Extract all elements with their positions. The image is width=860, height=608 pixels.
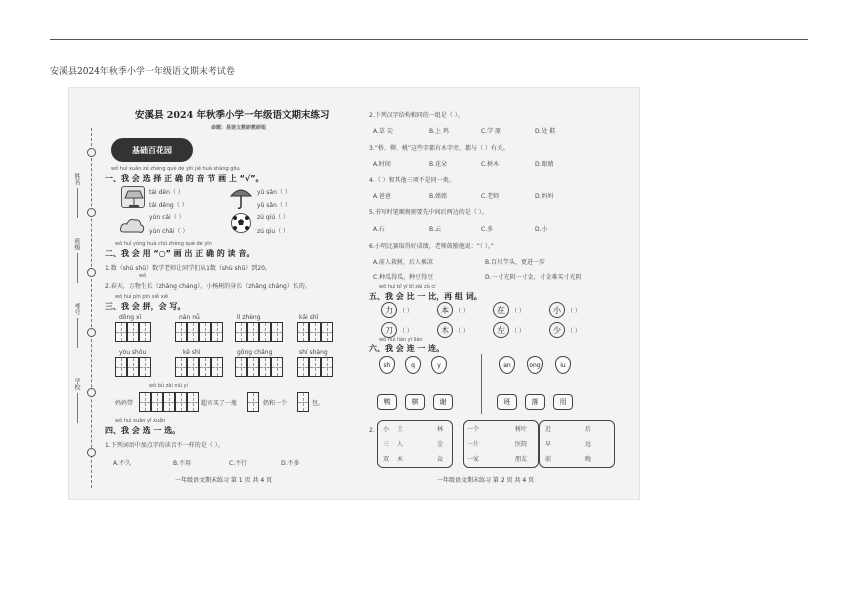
s1-option: tái dēng（ ） xyxy=(149,202,188,209)
s3-pinyin: dōng xī xyxy=(119,314,142,321)
match-word: 近 xyxy=(545,426,552,433)
s3-pinyin: nán nǚ xyxy=(179,314,200,321)
s5-blank: （ ） xyxy=(399,308,413,315)
match-word: 远 xyxy=(585,441,592,448)
s2-q2-pinyin: wǒ xyxy=(139,273,147,279)
s5-blank: （ ） xyxy=(567,308,581,315)
s3-row3-text: 超市买了一瓶 xyxy=(201,400,238,407)
football-icon xyxy=(231,213,251,233)
s4-option: B.不用 xyxy=(173,460,192,467)
radish-card: ong xyxy=(527,356,543,374)
s5-blank: （ ） xyxy=(399,328,413,335)
s3-row3-pinyin: wǒ bù zài niú yí xyxy=(149,383,189,389)
writing-grid xyxy=(115,357,151,377)
binding-label-school: 学校 xyxy=(73,378,80,390)
s5-blank: （ ） xyxy=(511,328,525,335)
match-word: 双 xyxy=(383,456,390,463)
binding-label-name: 姓名 xyxy=(73,173,80,185)
binding-hole xyxy=(87,208,96,217)
section3-title: 三、我 会 拼，会 写。 xyxy=(105,302,186,311)
section6-title: 六、我 会 连 一 连。 xyxy=(369,344,445,353)
q6-option: C.种瓜得瓜，种豆得豆 xyxy=(373,274,434,281)
q6-option: B.百尺竿头，更进一步 xyxy=(485,259,546,266)
s3-pinyin: yòu shǒu xyxy=(119,349,147,356)
s1-option: zú qiú（ ） xyxy=(257,214,290,221)
section3-pinyin: wǒ huì pīn pīn xiě xiě xyxy=(115,294,169,300)
s3-pinyin: kāi shǐ xyxy=(299,314,319,321)
binding-hole xyxy=(87,388,96,397)
s5-char: 刀 xyxy=(381,322,397,338)
section-badge: 基础百花园 xyxy=(111,138,193,162)
writing-grid xyxy=(175,357,223,377)
radish-card: sh xyxy=(379,356,395,374)
section6-pinyin: wǒ huì lián yī lián xyxy=(379,337,423,343)
writing-grid xyxy=(235,357,283,377)
section4-title: 四、我 会 选 一 选。 xyxy=(105,426,181,435)
rabbit-card: 落 xyxy=(525,394,545,410)
s6-q2-number: 2. xyxy=(369,427,375,434)
writing-grid xyxy=(247,392,259,412)
match-word: 后 xyxy=(585,426,592,433)
writing-grid xyxy=(297,392,309,412)
binding-label-exam-no: 考号 xyxy=(73,303,80,315)
s3-pinyin: gōng chǎng xyxy=(237,349,273,356)
q4-text: 4.（ ）和其他三项不是同一类。 xyxy=(369,177,455,184)
s4-option: A.不久 xyxy=(113,460,131,467)
s1-option: yū sǎn（ ） xyxy=(257,189,291,196)
document-caption: 安溪县2024年秋季小学一年级语文期末考试卷 xyxy=(50,67,235,77)
q3-text: 3.“桥、柳、桃”这些字都有木字旁，都与（ ）有关。 xyxy=(369,145,509,152)
s5-char: 少 xyxy=(549,322,565,338)
match-word: 晚 xyxy=(585,456,592,463)
rabbit-card: 谢 xyxy=(433,394,453,410)
binding-line xyxy=(91,128,92,488)
q4-option: C.老师 xyxy=(481,193,500,200)
q5-option: D.小 xyxy=(535,226,548,233)
s2-question-1: 1.数（shù shǔ）数学老师让同学们从1数（shù shǔ）到20。 xyxy=(105,265,271,272)
s5-blank: （ ） xyxy=(455,308,469,315)
s4-question-1: 1.下列词语中加点字的读音不一样的是（ ）。 xyxy=(105,442,224,449)
rabbit-card: 班 xyxy=(497,394,517,410)
radish-card: y xyxy=(431,356,447,374)
page-footer-left: 一年级语文期末练习 第 1 页 共 4 页 xyxy=(175,477,273,484)
match-word: 医院 xyxy=(515,441,528,448)
q2-text: 2.下列汉字结构相同的一组是（ ）。 xyxy=(369,112,464,119)
s1-option: zú qiu（ ） xyxy=(257,228,290,235)
match-word: 朋友 xyxy=(515,456,528,463)
q5-option: B.云 xyxy=(429,226,442,233)
binding-hole xyxy=(87,148,96,157)
q3-option: C.树木 xyxy=(481,161,500,168)
section2-title: 二、我 会 用 “○” 画 出 正 确 的 读 音。 xyxy=(105,249,255,258)
exam-subtitle: 命题：县语文教研教研组 xyxy=(211,125,267,131)
q5-text: 5.书写时笔顺规则要先中间后两边的是（ ）。 xyxy=(369,209,488,216)
section2-pinyin: wǒ huì yòng huà chū zhèng què de yīn xyxy=(115,241,212,247)
rabbit-card: 鸭 xyxy=(377,394,397,410)
match-word: 一家 xyxy=(467,456,480,463)
radish-card: iu xyxy=(555,356,571,374)
binding-blank xyxy=(77,318,78,348)
match-word: 林 xyxy=(437,426,444,433)
q2-option: D.处 鞋 xyxy=(535,128,556,135)
match-word: 木 xyxy=(397,456,404,463)
section5-pinyin: wǒ huì bǐ yī bǐ zài zǔ cí xyxy=(379,284,436,290)
section6-divider xyxy=(481,354,482,414)
umbrella-icon xyxy=(229,184,253,210)
header-rule xyxy=(50,39,808,40)
s5-blank: （ ） xyxy=(511,308,525,315)
s4-option: D.不多 xyxy=(281,460,300,467)
s3-row3-text: 妈妈带 xyxy=(115,400,134,407)
writing-grid xyxy=(115,322,151,342)
radish-card: q xyxy=(405,356,421,374)
q5-option: C.多 xyxy=(481,226,494,233)
writing-grid xyxy=(297,322,333,342)
match-word: 树叶 xyxy=(515,426,528,433)
s5-char: 左 xyxy=(493,322,509,338)
match-word: 前 xyxy=(545,456,552,463)
s5-char: 小 xyxy=(549,302,565,318)
s4-option: C.不行 xyxy=(229,460,248,467)
s1-option: yún cái（ ） xyxy=(149,214,185,221)
s3-pinyin: shí shàng xyxy=(299,349,328,356)
q3-option: B.花朵 xyxy=(429,161,448,168)
q5-option: A.石 xyxy=(373,226,385,233)
q6-text: 6.小明比赛取得好成绩，老师鼓励他说：“（ ）。” xyxy=(369,243,494,250)
page-footer-right: 一年级语文期末练习 第 2 页 共 4 页 xyxy=(437,477,535,484)
exam-title: 安溪县 2024 年秋季小学一年级语文期末练习 xyxy=(135,110,330,121)
match-word: 尘 xyxy=(437,441,444,448)
binding-hole xyxy=(87,268,96,277)
match-word: 众 xyxy=(437,456,444,463)
match-word: 小 xyxy=(383,426,390,433)
binding-label-class: 班级 xyxy=(73,238,80,250)
section1-title: 一、我 会 选 择 正 确 的 音 节 画 上 “√”。 xyxy=(105,174,264,183)
match-word: 一个 xyxy=(467,426,480,433)
rabbit-card: 棋 xyxy=(405,394,425,410)
s1-option: yǔ sǎn（ ） xyxy=(257,202,291,209)
section4-pinyin: wǒ huì xuǎn yī xuǎn xyxy=(115,418,166,424)
match-word: 早 xyxy=(545,441,552,448)
q4-option: B.姐姐 xyxy=(429,193,448,200)
s5-char: 本 xyxy=(437,302,453,318)
s5-char: 在 xyxy=(493,302,509,318)
s3-pinyin: lì zhèng xyxy=(237,314,261,321)
s5-blank: （ ） xyxy=(455,328,469,335)
q2-option: A.草 尖 xyxy=(373,128,393,135)
section5-title: 五、我 会 比 一 比，再 组 词。 xyxy=(369,292,482,301)
q4-option: D.妈妈 xyxy=(535,193,554,200)
s2-question-2: 2.春天，万物生长（zhǎng cháng），小杨树的身长（zhǎng cháng）长的。 xyxy=(105,283,311,290)
writing-grid xyxy=(297,357,333,377)
q3-option: A.时间 xyxy=(373,161,391,168)
q3-option: D.眼睛 xyxy=(535,161,554,168)
s5-blank: （ ） xyxy=(567,328,581,335)
s3-row3-text: 包。 xyxy=(312,400,325,407)
writing-grid xyxy=(139,392,199,412)
s1-option: yún chǎi（ ） xyxy=(149,228,189,235)
s5-char: 木 xyxy=(437,322,453,338)
radish-card: an xyxy=(499,356,515,374)
s3-pinyin: kě shì xyxy=(183,349,201,356)
q6-option: D.一寸光阴一寸金，寸金难买寸光阴 xyxy=(485,274,582,281)
match-word: 三 xyxy=(383,441,390,448)
binding-hole xyxy=(87,448,96,457)
rabbit-card: 用 xyxy=(553,394,573,410)
binding-blank xyxy=(77,188,78,218)
scanned-exam-sheet xyxy=(68,87,640,500)
writing-grid xyxy=(235,322,283,342)
binding-blank xyxy=(77,393,78,423)
q4-option: A.爸爸 xyxy=(373,193,391,200)
binding-blank xyxy=(77,253,78,283)
lamp-icon xyxy=(121,186,145,208)
s5-char: 力 xyxy=(381,302,397,318)
q2-option: B.上 鸡 xyxy=(429,128,449,135)
q2-option: C.学 原 xyxy=(481,128,502,135)
q6-option: A.前人栽树，后人乘凉 xyxy=(373,259,433,266)
match-word: 土 xyxy=(397,426,404,433)
section1-pinyin: wǒ huì xuǎn zé zhèng què de yīn jié huà shàng gōu xyxy=(111,166,240,172)
s3-row3-text: 奶和一个 xyxy=(263,400,288,407)
s1-option: tái dēn（ ） xyxy=(149,189,184,196)
match-word: 一片 xyxy=(467,441,480,448)
binding-hole xyxy=(87,328,96,337)
cloud-icon xyxy=(119,216,145,236)
writing-grid xyxy=(175,322,223,342)
match-word: 人 xyxy=(397,441,404,448)
